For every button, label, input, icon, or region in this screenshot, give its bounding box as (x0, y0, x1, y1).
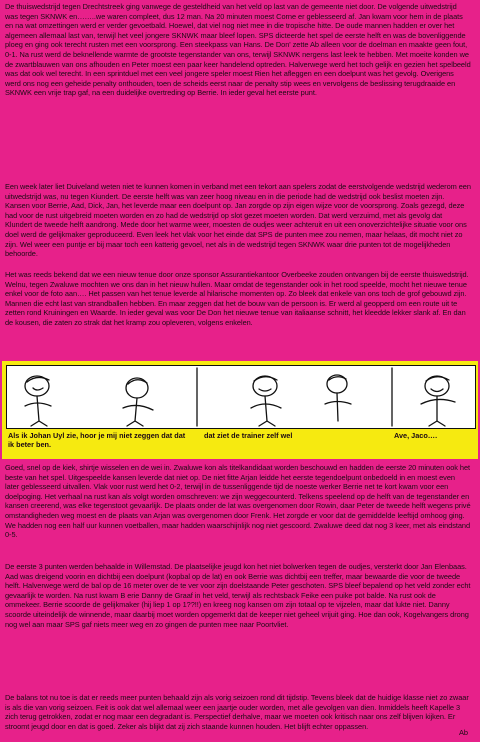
comic-strip-drawing (6, 365, 476, 429)
article-paragraph-4: Goed, snel op de kiek, shirtje wisselen en de wei in. Zwaluwe kon als titelkandidaat worden beschouwd en hadden de eerste 20 minuten ook het beste van het spel. Uitgespeelde kansen leverde dat niet op. De niet fitte Arjan leidde het eerste tegendoelpunt onbedoeld in en moest even later geblesseerd uitvallen. Vlak voor rust werd het 0-2, terwijl in de tussenliggende tijd de noeste werker Berrie net te kort kwam voor een doelpoging. Het verhaal na rust kan als volgt worden omschreven: we zijn weggecounterd. Telkens speelend op de helft van de tegenstander en kansen creerend, was elke tegenstoot gevaarlijk. De plaats onder de lat was overgenomen door Rowin, daar Peter de tweede helft wegens privé omstandigheden weg moest en de plaats van Arjan was overgenomen door Frenk. Het zorgde er voor dat de gemiddelde leeftijd omhoog ging. We hadden nog een half uur kunnen voetballen, maar hadden waarschijnlijk nog niet gescoord. Zwaluwe deed dat nog 3 keer, met als eindstand 0-5. (5, 463, 471, 540)
article-paragraph-1: De thuiswedstrijd tegen Drechtstreek ging vanwege de gesteldheid van het veld op last van de gemeente niet door. De volgende uitwedstrijd was tegen SKNWK en……..we waren compleet, dus 12 man. Na 20 minuten moest Corne er geblesseerd af. Jan kwam voor hem in de plaats en na wat omzettingen werd er verder gevoetbald. Hoewel, dat viel nog niet mee in die tropische hitte. De oude mannen hadden er over het algemeen allemaal last van, terwijl het veel jongere SKNWK maar bleef lopen. SPS dicteerde het spel de eerste helft en was de bovenliggende ploeg en ging ook terecht rusten met een voorsprong. Een steekpass van Hans. De Don' zette Ab alleen voor de doelman en maakte geen fout, 0-1. Na rust werd de beknellende warmte de grootste tegenstander van ons, terwijl SKNWK nergens last leek te hebben. Met moeite konden we de zwartblauwen van ons afhouden en Peter moest een paar keer handelend optreden. Halverwege werd het toch gelijk en gezien het spelbeeld was dat ook wel terecht. In een sprintduel met een veel jongere speler moest Rien het afleggen en een doelpunt was het gevolg. Overigens werd ons nog een geheide penalty onthouden, toen de scheids eerst naar de penalty stip wees en vervolgens de beslissing terugdraaide en SKNWK een vrije trap gaf, na een duidelijke overtreding op Berrie. In ieder geval het eerste punt. (5, 2, 471, 98)
comic-caption-3: Ave, Jaco…. (394, 431, 438, 440)
comic-caption-1: Als ik Johan Uyl zie, hoor je mij niet zeggen dat dat ik beter ben. (8, 431, 186, 449)
article-paragraph-5: De eerste 3 punten werden behaalde in Willemstad. De plaatselijke jeugd kon het niet bolwerken tegen de oudjes, versterkt door Jan Elenbaas. Aad was dreigend voorin en dichtbij een doelpunt (kopbal op de lat) en ook Berrie was dichtbij een treffer, maar bewaarde die voor de tweede helft. Halverwege werd de bal op de 16 meter over de te ver voor zijn doelstaande Peter geschoten. SPS bleef bepalend op het veld zonder echt gevaarlijk te worden. Na rust kwam B erie Danny de Graaf in het veld, terwijl als rechtsback Feike een puike pot balde. Na rust ook de ommekeer. Berrie scoorde de gelijkmaker (hij liep 1 op 1??!!) en kreeg nog kansen om zijn totaal op te vijzelen, maar dat lukte niet. Danny scoorde uiteindelijk de winnende, maar daarbij moet worden opgemerkt dat de keeper niet geheel vrijuit ging. Hoe dan ook, Kogelvangers drong nog wel aan maar SPS gaf niets meer weg en zo gingen de punten mee naar Poortvliet. (5, 562, 471, 629)
comic-caption-2: dat ziet de trainer zelf wel (204, 431, 293, 440)
comic-strip-panel (2, 361, 478, 459)
article-paragraph-6: De balans tot nu toe is dat er reeds meer punten behaald zijn als vorig seizoen rond dit tijdstip. Tevens bleek dat de huidige klasse niet zo zwaar is als die van vorig seizoen. Feit is ook dat wel allemaal weer een jaartje ouder worden, met alle gevolgen van dien. Inmiddels heeft Kapelle 3 zich terug getrokken, zodat er nog maar een degradant is. Perspectief derhalve, maar we moeten ook kritisch naar ons zelf blijven kijken. Er stroomt jeugd door en dat is goed. Zeker als blijkt dat zij zich staande kunnen houden. Het blijft echter oppassen. (5, 693, 469, 731)
article-paragraph-2: Een week later liet Duiveland weten niet te kunnen komen in verband met een tekort aan spelers zodat de eerstvolgende wedstrijd wederom een uitwedstrijd was, nu tegen Kiundert. De eerste helft was van zeer hoog niveau en in die periode had de wedstrijd ook beslist moeten zijn. Kansen voor Berrie, Aad, Dick, Jan, het leverde maar een doelpunt op. Jan zorgde op zijn eigen wijze voor de voorsprong. Zoals gezegd, deze had voor de rust uitgebreid moeten worden en zo had de wedstrijd op slot gezet moeten worden. Dat werd verzuimd, met als gevolg dat Klundert de tweede helft aandrong. Mede door het warme weer, moesten de oudjes weer achteruit en uit een onoverzichtelijke situatie voor ons doel werd de gelijkmaker geproduceerd. Even leek het vlak voor het einde dat SPS de punten mee zou nemen, maar helaas, dit mocht niet zo zijn. Wel weer een puntje er bij maar toch een katterig gevoel, net als in de wedstrijd tegen SKNWK waar drie punten tot de mogelijkheden behoorde. (5, 182, 471, 259)
comic-strip-illustration (7, 366, 475, 428)
article-paragraph-3: Het was reeds bekend dat we een nieuw tenue door onze sponsor Assurantiekantoor Overbeeke zouden ontvangen bij de eerste thuiswedstrijd. Welnu, tegen Zwaluwe mochten we ons dan in het nieuw hullen. Maar omdat de tegenstander ook in het rood speelde, mocht het nieuwe tenue enkel voor de foto aan…. Het passen van het tenue leverde al hilarische momenten op. Zo bleek dat enkele van ons toch de grof gebouwd zijn. Mannen die echt last van strandballen hebben. En maar zeggen dat het de bouw van de persoon is. Er werd al geopperd om een route uit te zetten rond Kruiningen en Waarde. In ieder geval was voor De Don het nieuwe tenue van italiaanse schnitt, het kleedde lekker slank af. En dan de kousen, die zaten zo strak dat het kramp zou opleveren, volgens enkelen. (5, 270, 469, 327)
author-signature: Ab (458, 728, 468, 737)
